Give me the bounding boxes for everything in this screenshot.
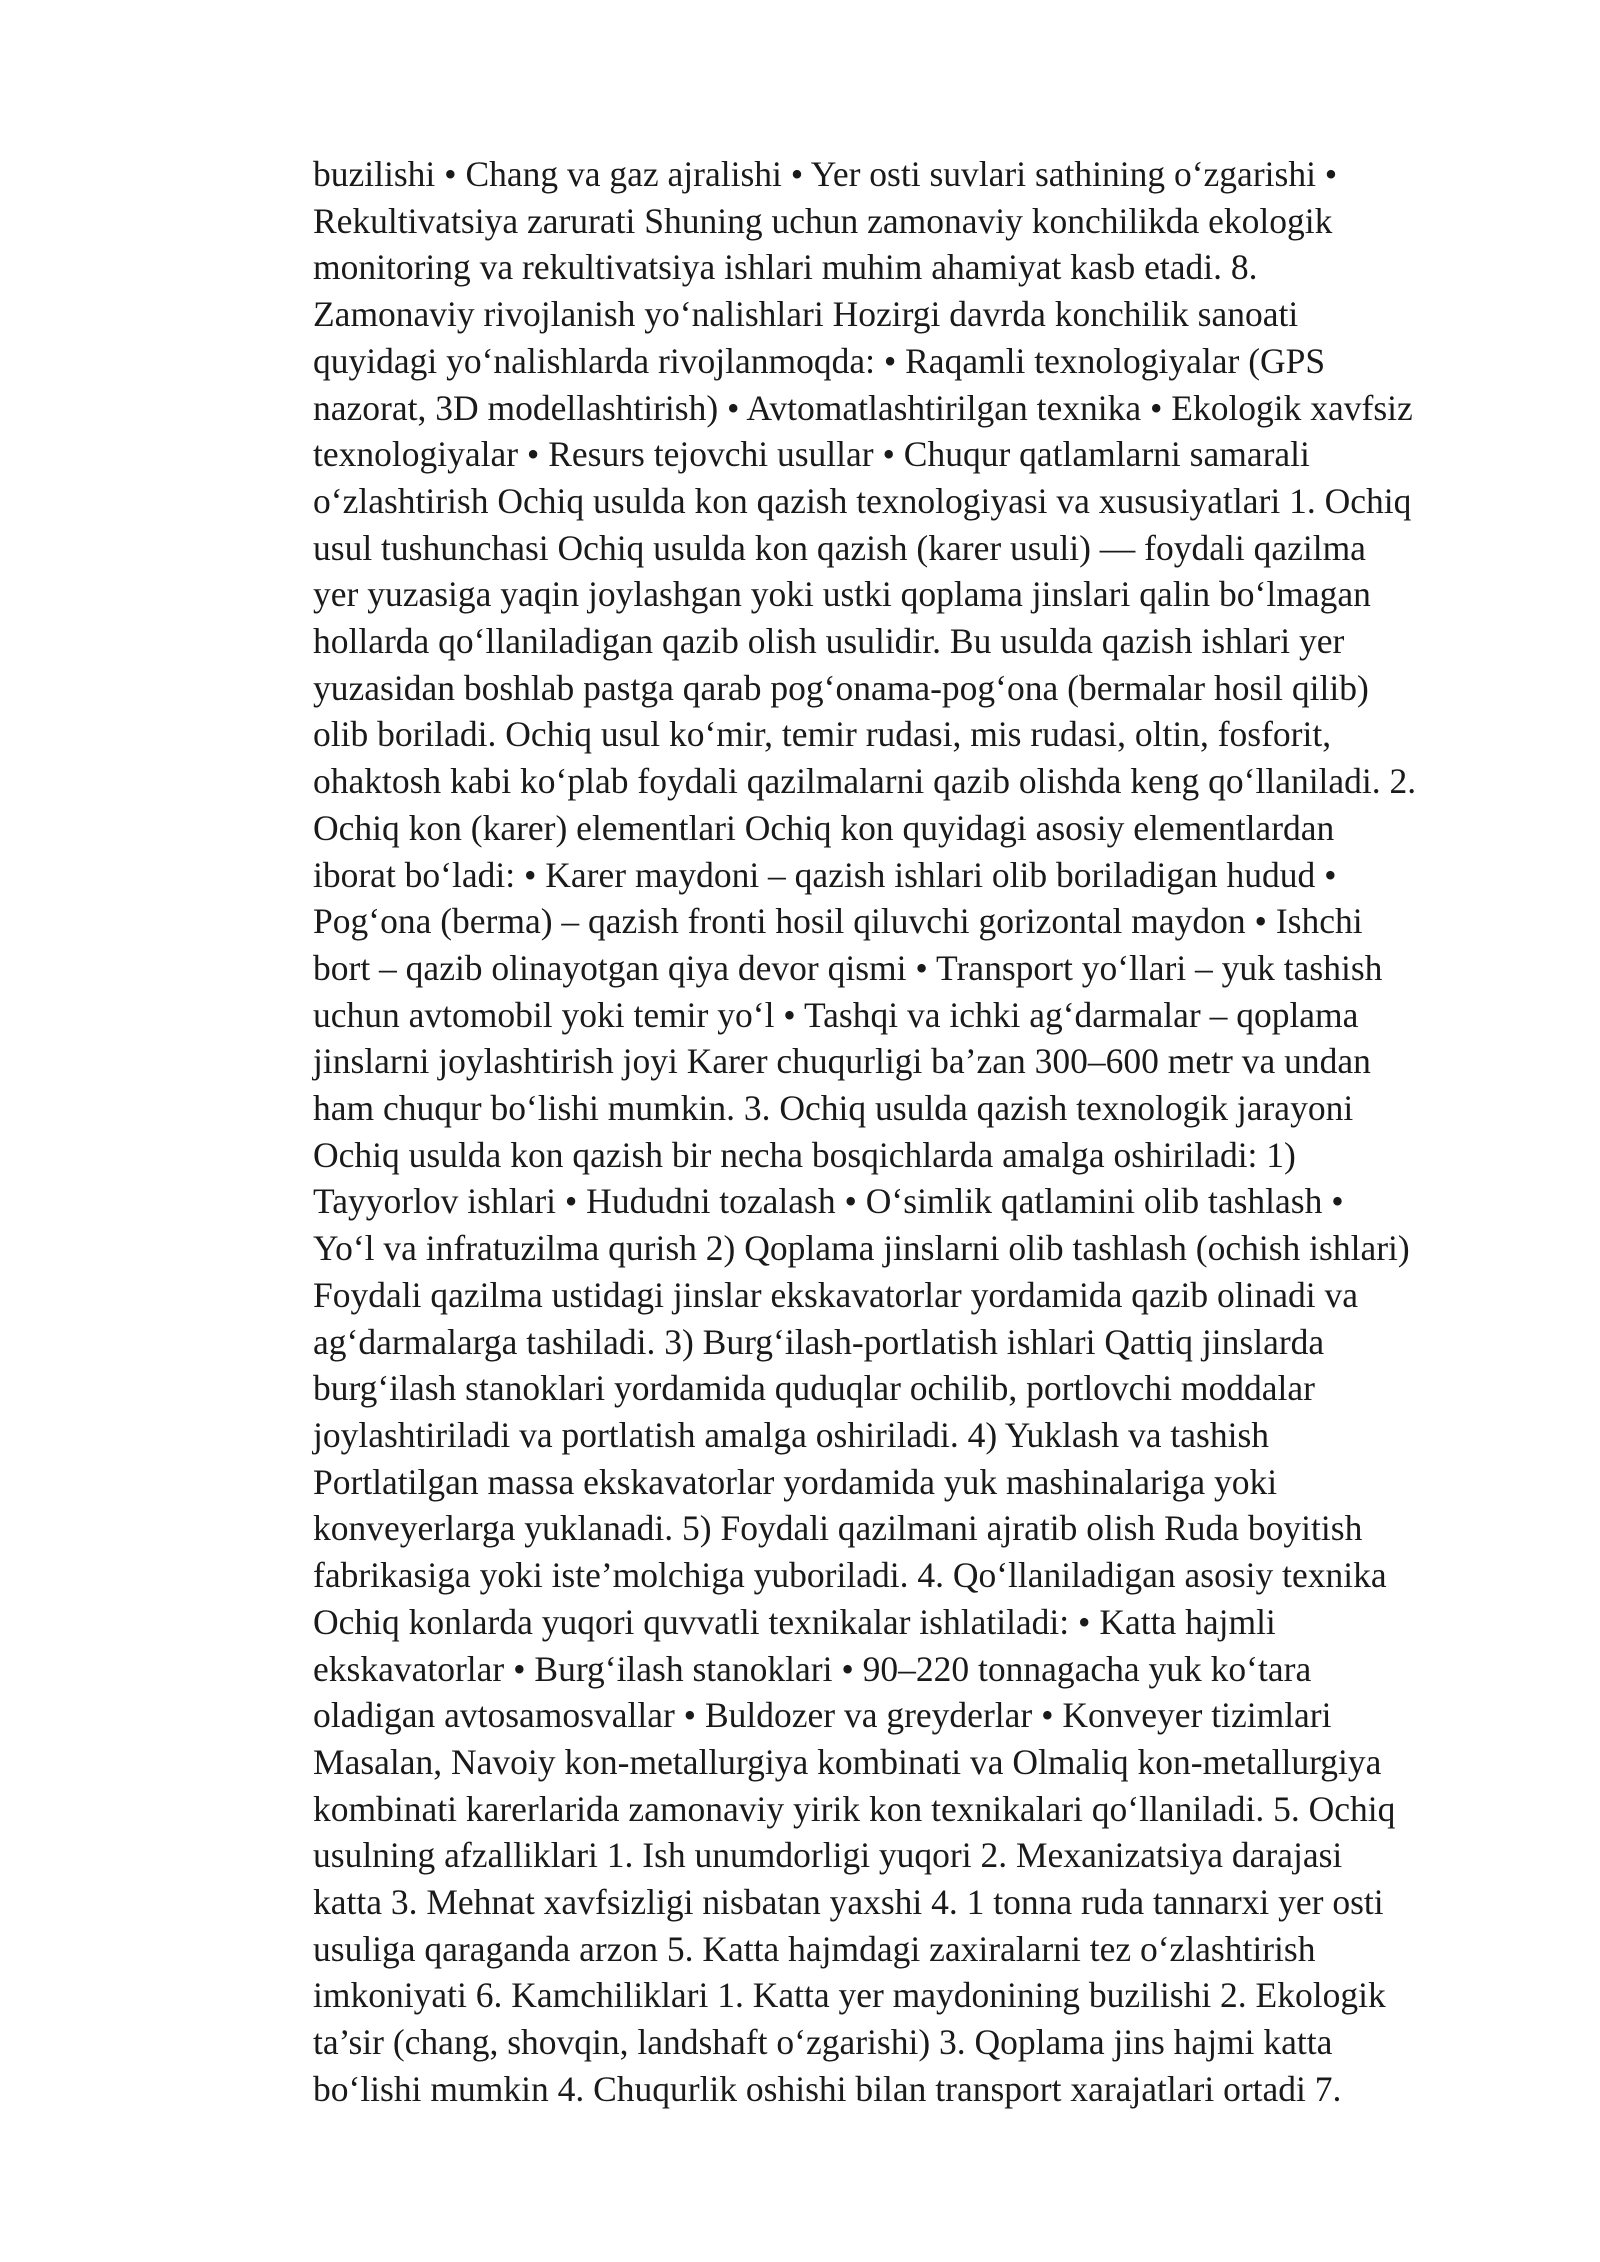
text-line: hollarda qo‘llaniladigan qazib olish usulidir. Bu usulda qazish ishlari yer [313,621,1345,662]
text-line: ag‘darmalarga tashiladi. 3) Burg‘ilash-portlatish ishlari Qattiq jinslarda [313,1321,1325,1362]
text-line: Yo‘l va infratuzilma qurish 2) Qoplama jinslarni olib tashlash (ochish ishlari) [313,1228,1410,1269]
text-line: o‘zlashtirish Ochiq usulda kon qazish texnologiyasi va xususiyatlari 1. Ochiq [313,480,1412,521]
text-line: Rekultivatsiya zarurati Shuning uchun zamonaviy konchilikda ekologik [313,200,1333,241]
text-line: ekskavatorlar • Burg‘ilash stanoklari • 90–220 tonnagacha yuk ko‘tara [313,1648,1312,1689]
text-line: ohaktosh kabi ko‘plab foydali qazilmalarni qazib olishda keng qo‘llaniladi. 2. [313,761,1417,802]
text-line: jinslarni joylashtirish joyi Karer chuqurligi ba’zan 300–600 metr va undan [313,1041,1371,1082]
text-line: Foydali qazilma ustidagi jinslar ekskavatorlar yordamida qazib olinadi va [313,1274,1358,1315]
text-line: imkoniyati 6. Kamchiliklari 1. Katta yer maydonining buzilishi 2. Ekologik [313,1975,1386,2016]
text-line: ta’sir (chang, shovqin, landshaft o‘zgarishi) 3. Qoplama jins hajmi katta [313,2022,1333,2063]
text-line: usul tushunchasi Ochiq usulda kon qazish (karer usuli) — foydali qazilma [313,527,1366,568]
text-line: buzilishi • Chang va gaz ajralishi • Yer osti suvlari sathining o‘zgarishi • [313,154,1338,194]
text-line: Zamonaviy rivojlanish yo‘nalishlari Hozirgi davrda konchilik sanoati [313,294,1299,335]
text-line: iborat bo‘ladi: • Karer maydoni – qazish ishlari olib boriladigan hudud • [313,854,1337,895]
text-line: yer yuzasiga yaqin joylashgan yoki ustki qoplama jinslari qalin bo‘lmagan [313,574,1371,615]
text-line: olib boriladi. Ochiq usul ko‘mir, temir rudasi, mis rudasi, oltin, fosforit, [313,714,1332,755]
text-line: Pog‘ona (berma) – qazish fronti hosil qiluvchi gorizontal maydon • Ishchi [313,901,1363,942]
text-line: ham chuqur bo‘lishi mumkin. 3. Ochiq usulda qazish texnologik jarayoni [313,1088,1354,1129]
text-line: fabrikasiga yoki iste’molchiga yuboriladi. 4. Qo‘llaniladigan asosiy texnika [313,1555,1387,1596]
text-line: yuzasidan boshlab pastga qarab pog‘onama-pog‘ona (bermalar hosil qilib) [313,667,1369,708]
text-line: burg‘ilash stanoklari yordamida quduqlar ochilib, portlovchi moddalar [313,1368,1315,1409]
text-line: Ochiq konlarda yuqori quvvatli texnikalar ishlatiladi: • Katta hajmli [313,1601,1276,1642]
text-line: Ochiq usulda kon qazish bir necha bosqichlarda amalga oshiriladi: 1) [313,1134,1296,1175]
text-line: oladigan avtosamosvallar • Buldozer va greyderlar • Konveyer tizimlari [313,1695,1332,1736]
text-line: katta 3. Mehnat xavfsizligi nisbatan yaxshi 4. 1 tonna ruda tannarxi yer osti [313,1882,1384,1923]
text-line: bort – qazib olinayotgan qiya devor qismi • Transport yo‘llari – yuk tashish [313,947,1383,988]
text-line: konveyerlarga yuklanadi. 5) Foydali qazilmani ajratib olish Ruda boyitish [313,1508,1363,1549]
text-line: usulning afzalliklari 1. Ish unumdorligi yuqori 2. Mexanizatsiya darajasi [313,1835,1343,1876]
text-line: nazorat, 3D modellashtirish) • Avtomatlashtirilgan texnika • Ekologik xavfsiz [313,387,1413,428]
text-line: monitoring va rekultivatsiya ishlari muhim ahamiyat kasb etadi. 8. [313,247,1258,288]
text-line: Ochiq kon (karer) elementlari Ochiq kon quyidagi asosiy elementlardan [313,807,1335,848]
text-line: Masalan, Navoiy kon-metallurgiya kombinati va Olmaliq kon-metallurgiya [313,1741,1382,1782]
text-line: Portlatilgan massa ekskavatorlar yordamida yuk mashinalariga yoki [313,1461,1278,1502]
text-line: texnologiyalar • Resurs tejovchi usullar • Chuqur qatlamlarni samarali [313,434,1310,475]
text-line: kombinati karerlarida zamonaviy yirik kon texnikalari qo‘llaniladi. 5. Ochiq [313,1788,1396,1829]
text-line: uchun avtomobil yoki temir yo‘l • Tashqi va ichki ag‘darmalar – qoplama [313,994,1359,1035]
text-line: usuliga qaraganda arzon 5. Katta hajmdagi zaxiralarni tez o‘zlashtirish [313,1928,1316,1969]
body-text [313,151,1493,2113]
text-line: joylashtiriladi va portlatish amalga oshiriladi. 4) Yuklash va tashish [313,1414,1270,1455]
text-line: quyidagi yo‘nalishlarda rivojlanmoqda: • Raqamli texnologiyalar (GPS [313,340,1326,381]
text-line: bo‘lishi mumkin 4. Chuqurlik oshishi bilan transport xarajatlari ortadi 7. [313,2068,1342,2109]
text-line: Tayyorlov ishlari • Hududni tozalash • O‘simlik qatlamini olib tashlash • [313,1181,1344,1222]
